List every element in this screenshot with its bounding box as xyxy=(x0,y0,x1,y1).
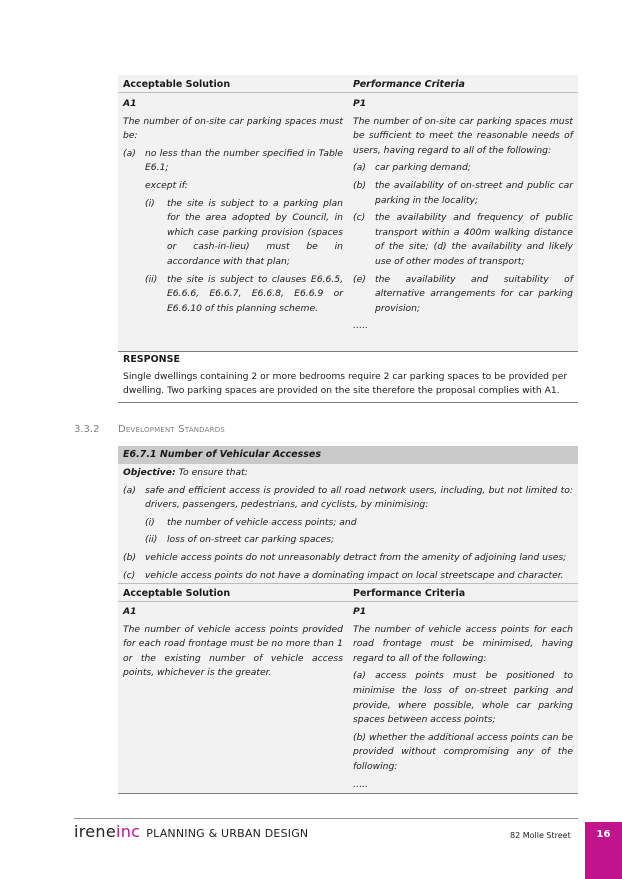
list-item-text: car parking demand; xyxy=(375,162,471,174)
section-heading xyxy=(74,424,225,435)
acceptable-solution-cell xyxy=(118,97,348,334)
section-number: 3.3.2 xyxy=(74,424,100,435)
p1-label: P1 xyxy=(353,98,367,109)
list-item-text: vehicle access points do not unreasonably detract from the amenity of adjoining land uses; xyxy=(145,551,567,563)
p1-item-a: (a) access points must be positioned to minimise the loss of on-street parking and provide, where possible, whole car parking spaces between access points; xyxy=(353,670,573,726)
p1-ellipsis: ….. xyxy=(353,320,369,332)
objective-block xyxy=(118,464,578,584)
footer-address: 82 Molle Street xyxy=(510,831,571,840)
list-item-text: the number of vehicle access points; and xyxy=(167,516,357,528)
except-if-text: except if: xyxy=(145,179,189,191)
list-item-label: (c) xyxy=(353,212,366,224)
response-block xyxy=(118,353,578,399)
list-item-text: the availability and suitability of alternative arrangements for car parking provision; xyxy=(375,273,573,314)
performance-criteria-header: Performance Criteria xyxy=(353,78,465,90)
performance-criteria-cell xyxy=(348,97,578,334)
list-item xyxy=(123,197,343,270)
list-item-label: (ii) xyxy=(145,534,158,546)
list-item xyxy=(123,569,573,584)
list-item xyxy=(353,179,573,208)
response-text: Single dwellings containing 2 or more bedrooms require 2 car parking spaces to be provided per dwelling. Two parking spaces are provided on the site therefore the proposal complies with A1. xyxy=(123,370,568,397)
list-item-label: (a) xyxy=(123,484,136,496)
brand-logo xyxy=(74,822,308,841)
table-title-bar xyxy=(118,446,578,464)
table-header-row xyxy=(118,75,578,93)
objective-line xyxy=(123,466,573,481)
list-item-text: safe and efficient access is provided to all road network users, including, but not limited to: drivers, passengers, pedestrians, and cyclists, by minimising: xyxy=(145,484,573,511)
page-number-box xyxy=(585,822,622,879)
p1-label: P1 xyxy=(353,606,367,617)
a1-label: A1 xyxy=(123,98,137,109)
a1-intro: The number of on-site car parking spaces must be: xyxy=(123,115,343,142)
list-item-label: (e) xyxy=(353,273,366,285)
list-item-label: (b) xyxy=(353,179,367,191)
list-item-label: (i) xyxy=(145,197,155,209)
a1-label: A1 xyxy=(123,606,137,617)
response-title: RESPONSE xyxy=(123,354,180,365)
list-item xyxy=(123,484,573,513)
parking-standards-table xyxy=(118,75,578,352)
list-item xyxy=(123,516,573,531)
list-item-text: the site is subject to a parking plan for the area adopted by Council, in which case parking provision (spaces or cash-in-lieu) must be in accordance with that plan; xyxy=(167,197,343,267)
section-title: Development Standards xyxy=(118,424,225,435)
list-item-text: loss of on-street car parking spaces; xyxy=(167,534,335,546)
list-item xyxy=(123,533,573,548)
acceptable-solution-header: Acceptable Solution xyxy=(123,587,231,599)
list-item-label: (i) xyxy=(145,516,155,528)
performance-criteria-header: Performance Criteria xyxy=(353,587,466,599)
list-item-text: the availability and frequency of public transport within a 400m walking distance of the site; (d) the availability and likely use of other modes of transport; xyxy=(375,212,573,267)
table-body-row xyxy=(118,93,578,334)
acceptable-solution-header: Acceptable Solution xyxy=(123,78,231,90)
performance-criteria-cell xyxy=(348,605,578,792)
table-bottom-border xyxy=(118,793,578,794)
list-item-text: vehicle access points do not have a dominating impact on local streetscape and character. xyxy=(145,569,564,581)
p1-intro: The number of on-site car parking spaces must be sufficient to meet the reasonable needs of users, having regard to all of the following: xyxy=(353,115,573,156)
table-title: E6.7.1 Number of Vehicular Accesses xyxy=(123,448,322,460)
list-item-text: the site is subject to clauses E6.6.5, E6.6.6, E6.6.7, E6.6.8, E6.6.9 or E6.6.10 of this planning scheme. xyxy=(167,273,343,314)
list-item-label: (a) xyxy=(123,147,136,159)
list-item-text: no less than the number specified in Table E6.1; xyxy=(145,147,343,174)
list-item xyxy=(123,273,343,317)
list-item xyxy=(123,147,343,176)
list-item-text: the availability of on-street and public car parking in the locality; xyxy=(375,179,573,206)
list-item xyxy=(123,551,573,566)
list-item-label: (c) xyxy=(123,569,136,581)
a1-text: The number of vehicle access points provided for each road frontage must be no more than 1 or the existing number of vehicle access points, whichever is the greater. xyxy=(123,623,343,679)
p1-ellipsis: ….. xyxy=(353,778,369,790)
list-item-label: (b) xyxy=(123,551,137,563)
p1-item-b: (b) whether the additional access points can be provided without compromising any of the following: xyxy=(353,731,573,772)
acceptable-solution-cell xyxy=(118,605,348,792)
objective-text: To ensure that: xyxy=(178,467,248,478)
brand-irene: irene xyxy=(74,822,116,841)
list-item xyxy=(353,211,573,269)
response-divider xyxy=(118,402,578,403)
vehicular-accesses-table xyxy=(118,446,578,794)
table-header-row xyxy=(118,584,578,602)
table-divider xyxy=(118,351,578,352)
list-item xyxy=(353,273,573,317)
brand-inc: inc xyxy=(116,822,141,841)
brand-tagline: PLANNING & URBAN DESIGN xyxy=(146,827,309,840)
table-body-row xyxy=(118,602,578,792)
list-item-label: (a) xyxy=(353,162,366,174)
objective-label: Objective: xyxy=(123,467,176,478)
p1-intro: The number of vehicle access points for each road frontage must be minimised, having regard to all of the following: xyxy=(353,623,573,664)
page-number: 16 xyxy=(596,829,611,840)
list-item-label: (ii) xyxy=(145,273,158,285)
list-item xyxy=(353,161,573,176)
footer-divider xyxy=(74,818,578,819)
